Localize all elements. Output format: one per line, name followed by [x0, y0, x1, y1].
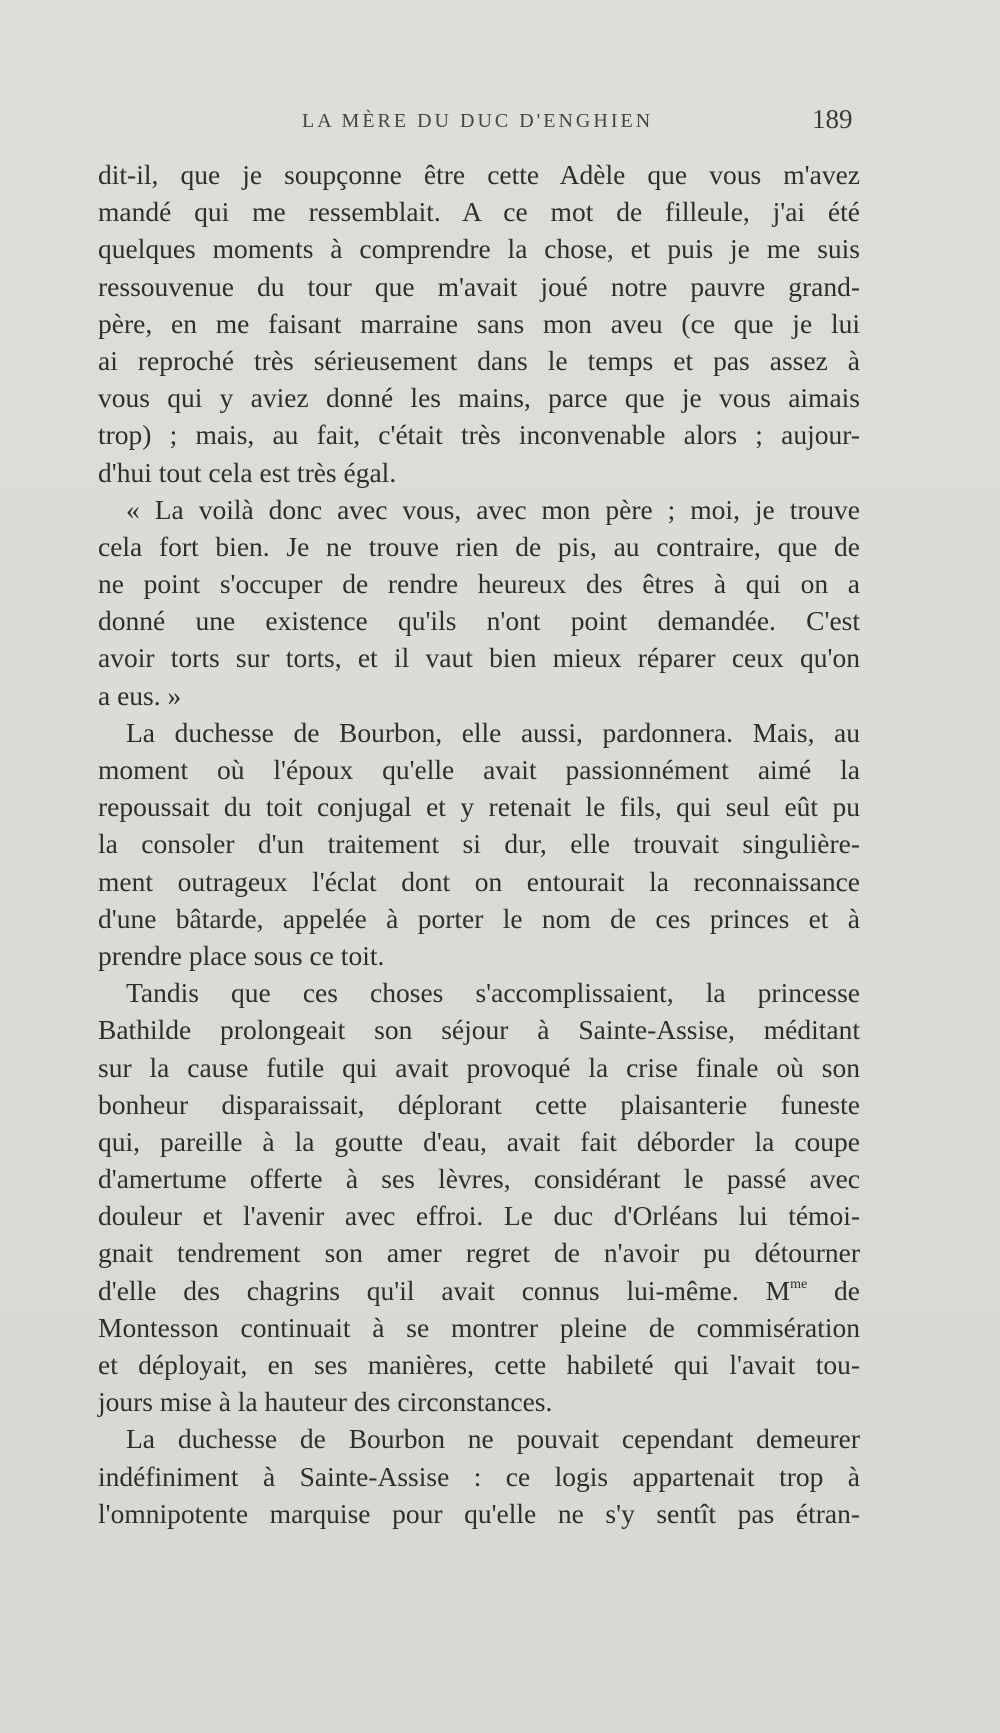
text-line-end: de: [807, 1274, 861, 1306]
page-header: [0, 104, 1000, 144]
paragraph-first-line: La duchesse de Bourbon, elle aussi, pardonnera. Mais, au: [126, 716, 860, 748]
text-line: sur la cause futile qui avait provoqué la crise finale où son: [98, 1051, 860, 1083]
text-line: indéfiniment à Sainte-Assise : ce logis appartenait trop à: [98, 1460, 860, 1492]
text-line: prendre place sous ce toit.: [98, 939, 385, 971]
text-line: Montesson continuait à se montrer pleine de commisération: [98, 1311, 860, 1343]
text-line: cela fort bien. Je ne trouve rien de pis, au contraire, que de: [98, 530, 860, 562]
text-line: gnait tendrement son amer regret de n'avoir pu détourner: [98, 1237, 860, 1269]
text-line: ment outrageux l'éclat dont on entourait la reconnaissance: [98, 865, 860, 897]
text-line: ne point s'occuper de rendre heureux des êtres à qui on a: [98, 568, 860, 600]
text-line-with-abbreviation: [98, 1272, 860, 1309]
text-line: avoir torts sur torts, et il vaut bien mieux réparer ceux qu'on: [98, 642, 860, 674]
text-line: douleur et l'avenir avec effroi. Le duc d'Orléans lui témoi-: [98, 1200, 860, 1232]
abbreviation: M: [765, 1274, 791, 1306]
text-line: bonheur disparaissait, déplorant cette plaisanterie funeste: [98, 1088, 860, 1120]
text-line: dit-il, que je soupçonne être cette Adèle que vous m'avez: [98, 159, 860, 190]
text-line: d'hui tout cela est très égal.: [98, 456, 397, 488]
text-line: qui, pareille à la goutte d'eau, avait fait déborder la coupe: [98, 1125, 860, 1157]
body-text: [98, 156, 860, 1532]
page-number: 189: [812, 104, 853, 134]
text-line: donné une existence qu'ils n'ont point demandée. C'est: [98, 605, 860, 637]
text-line: moment où l'époux qu'elle avait passionnément aimé la: [98, 754, 860, 785]
text-line: jours mise à la hauteur des circonstances.: [98, 1386, 553, 1418]
text-line: l'omnipotente marquise pour qu'elle ne s'y sentît pas étran-: [98, 1497, 860, 1529]
paragraph-first-line: La duchesse de Bourbon ne pouvait cependant demeurer: [126, 1423, 860, 1455]
text-line: vous qui y aviez donné les mains, parce que je vous aimais: [98, 382, 860, 414]
text-line: quelques moments à comprendre la chose, et puis je me suis: [98, 233, 860, 265]
paragraph-first-line: Tandis que ces choses s'accomplissaient, la princesse: [126, 977, 860, 1009]
text-line: trop) ; mais, au fait, c'était très inconvenable alors ; aujour-: [98, 419, 860, 451]
text-line: et déployait, en ses manières, cette habileté qui l'avait tou-: [98, 1349, 860, 1380]
running-title: LA MÈRE DU DUC D'ENGHIEN: [302, 110, 654, 132]
text-line: père, en me faisant marraine sans mon aveu (ce que je lui: [98, 307, 860, 339]
text-line: ai reproché très sérieusement dans le temps et pas assez à: [98, 344, 860, 376]
text-line: la consoler d'un traitement si dur, elle trouvait singulière-: [98, 828, 860, 860]
text-line: Bathilde prolongeait son séjour à Sainte-Assise, méditant: [98, 1014, 860, 1046]
text-line: mandé qui me ressemblait. A ce mot de filleule, j'ai été: [98, 196, 860, 228]
text-line: repoussait du toit conjugal et y retenait le fils, qui seul eût pu: [98, 791, 860, 823]
text-line: d'amertume offerte à ses lèvres, considérant le passé avec: [98, 1163, 860, 1195]
text-line: d'une bâtarde, appelée à porter le nom de ces princes et à: [98, 902, 860, 934]
text-line-start: d'elle des chagrins qu'il avait connus lui-même.: [98, 1274, 739, 1306]
paragraph-first-line: « La voilà donc avec vous, avec mon père ; moi, je trouve: [126, 493, 860, 525]
abbreviation-superscript: me: [790, 1276, 808, 1292]
text-line: a eus. »: [98, 679, 182, 711]
text-line: ressouvenue du tour que m'avait joué notre pauvre grand-: [98, 270, 860, 302]
